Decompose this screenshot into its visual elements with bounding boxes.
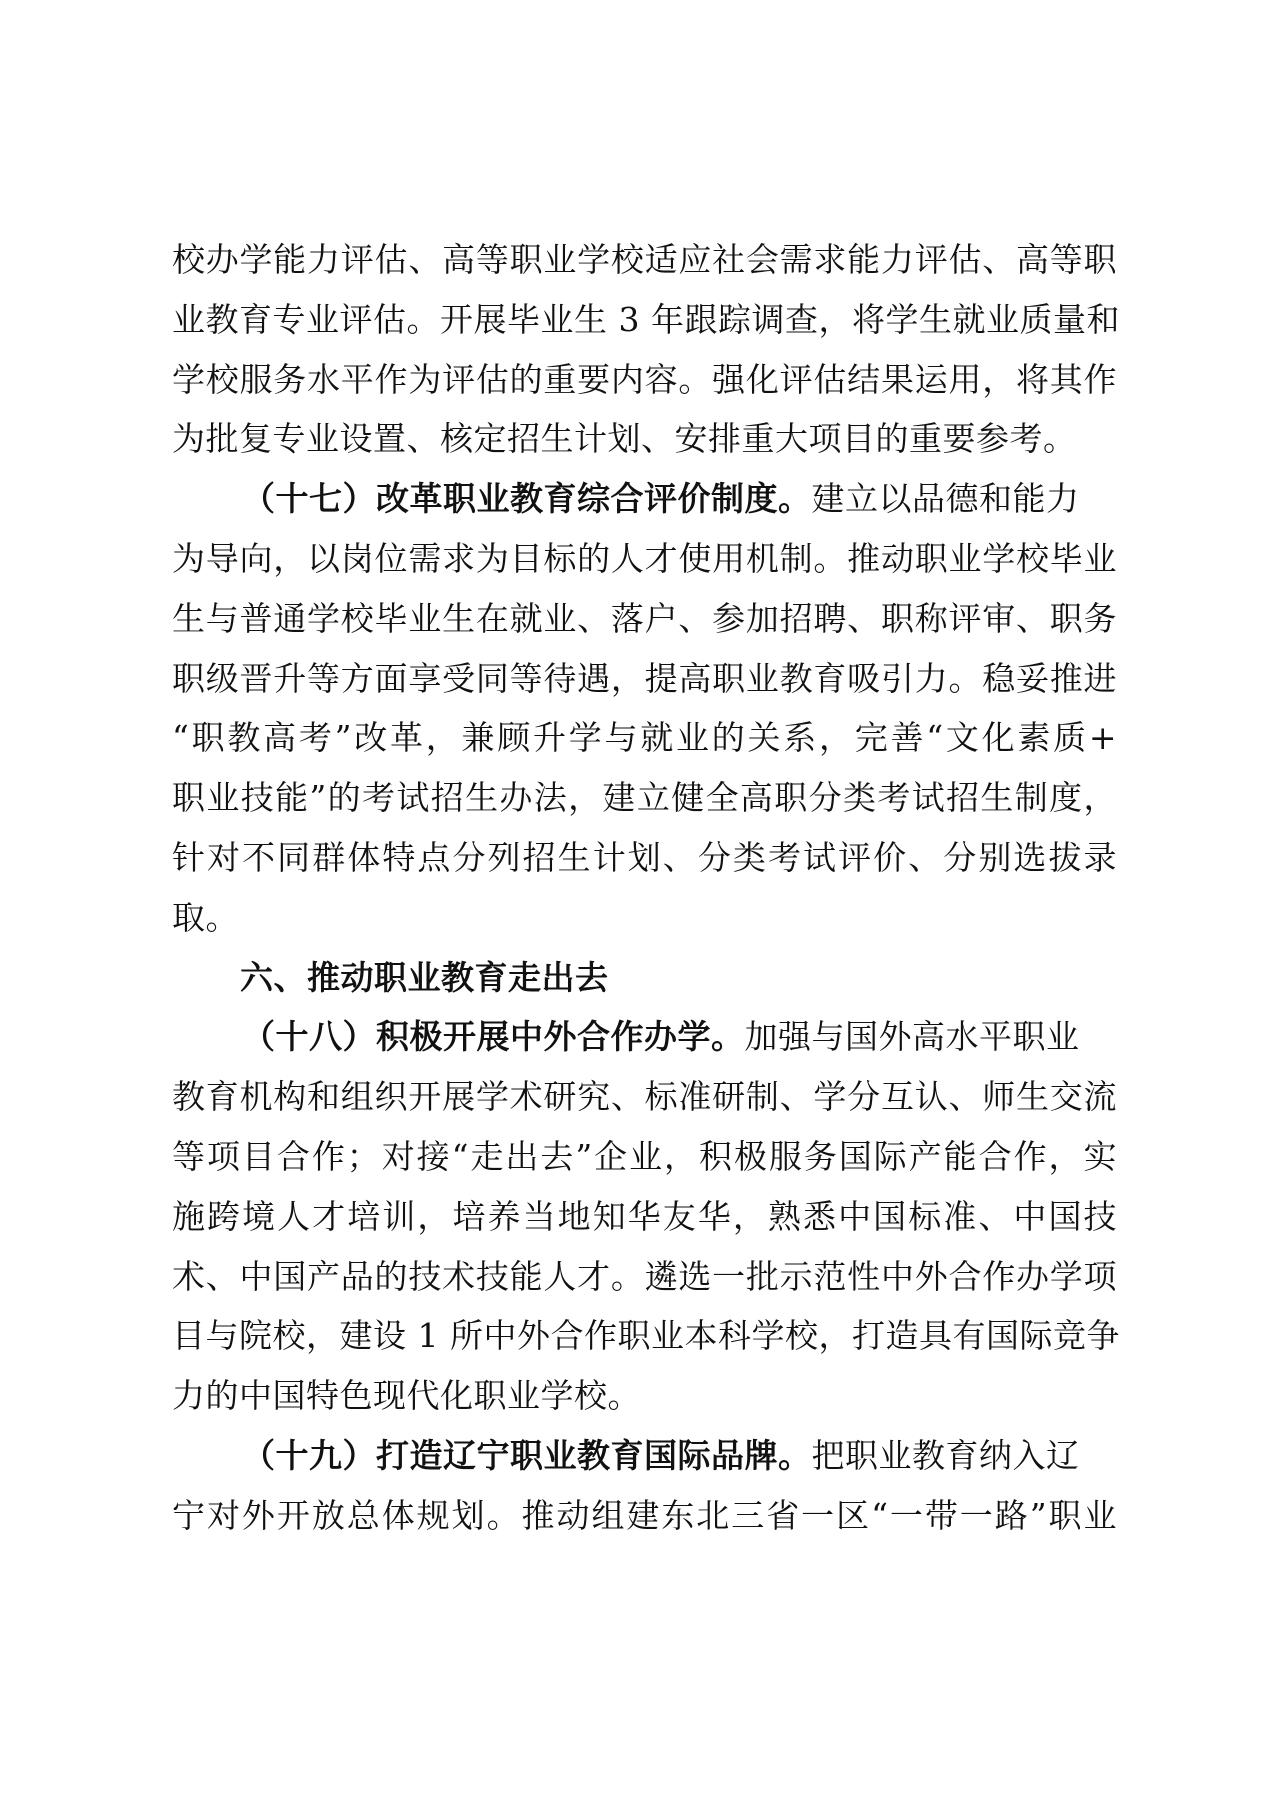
- item-heading: （十七）改革职业教育综合评价制度。: [242, 479, 812, 519]
- item-heading-rest: 把职业教育纳入辽: [811, 1435, 1080, 1475]
- text-line: “职教高考”改革，兼顾升学与就业的关系，完善“文化素质+: [172, 718, 1117, 758]
- text-line: 业教育专业评估。开展毕业生 3 年跟踪调查，将学生就业质量和: [172, 299, 1120, 339]
- text-line: [172, 1426, 1117, 1486]
- item-heading-rest: 加强与国外高水平职业: [744, 1017, 1080, 1057]
- item-heading: （十九）打造辽宁职业教育国际品牌。: [242, 1435, 812, 1475]
- text-line: 取。: [172, 897, 239, 937]
- text-line: 施跨境人才培训，培养当地知华友华，熟悉中国标准、中国技: [172, 1196, 1117, 1236]
- text-line: 为批复专业设置、核定招生计划、安排重大项目的重要参考。: [172, 419, 1077, 459]
- text-line: 职级晋升等方面享受同等待遇，提高职业教育吸引力。稳妥推进: [172, 658, 1117, 698]
- text-line: 教育机构和组织开展学术研究、标准研制、学分互认、师生交流: [172, 1077, 1117, 1117]
- text-line: 等项目合作；对接“走出去”企业，积极服务国际产能合作，实: [172, 1136, 1117, 1176]
- text-line: 学校服务水平作为评估的重要内容。强化评估结果运用，将其作: [172, 359, 1117, 399]
- text-line: 宁对外开放总体规划。推动组建东北三省一区“一带一路”职业: [172, 1495, 1117, 1535]
- text-line: 术、中国产品的技术技能人才。遴选一批示范性中外合作办学项: [172, 1256, 1117, 1296]
- section-heading: 六、推动职业教育走出去: [240, 957, 609, 997]
- text-line: [172, 1007, 1117, 1067]
- item-heading-rest: 建立以品德和能力: [811, 479, 1080, 519]
- paragraph-item-19: [172, 1426, 1117, 1546]
- text-line: 为导向，以岗位需求为目标的人才使用机制。推动职业学校毕业: [172, 538, 1117, 578]
- document-body: [172, 230, 1120, 1546]
- text-line: 针对不同群体特点分列招生计划、分类考试评价、分别选拔录: [172, 837, 1117, 877]
- text-line: 目与院校，建设 1 所中外合作职业本科学校，打造具有国际竞争: [172, 1316, 1120, 1356]
- text-line: 力的中国特色现代化职业学校。: [172, 1376, 641, 1416]
- paragraph-item-18: [172, 1007, 1120, 1426]
- paragraph-evaluation-continued: [172, 230, 1120, 469]
- text-line: 校办学能力评估、高等职业学校适应社会需求能力评估、高等职: [172, 240, 1117, 279]
- text-line: 生与普通学校毕业生在就业、落户、参加招聘、职称评审、职务: [172, 598, 1117, 638]
- text-line: [172, 469, 1117, 529]
- text-line: 职业技能”的考试招生办法，建立健全高职分类考试招生制度，: [172, 778, 1117, 818]
- item-heading: （十八）积极开展中外合作办学。: [242, 1017, 745, 1057]
- paragraph-item-17: [172, 469, 1117, 947]
